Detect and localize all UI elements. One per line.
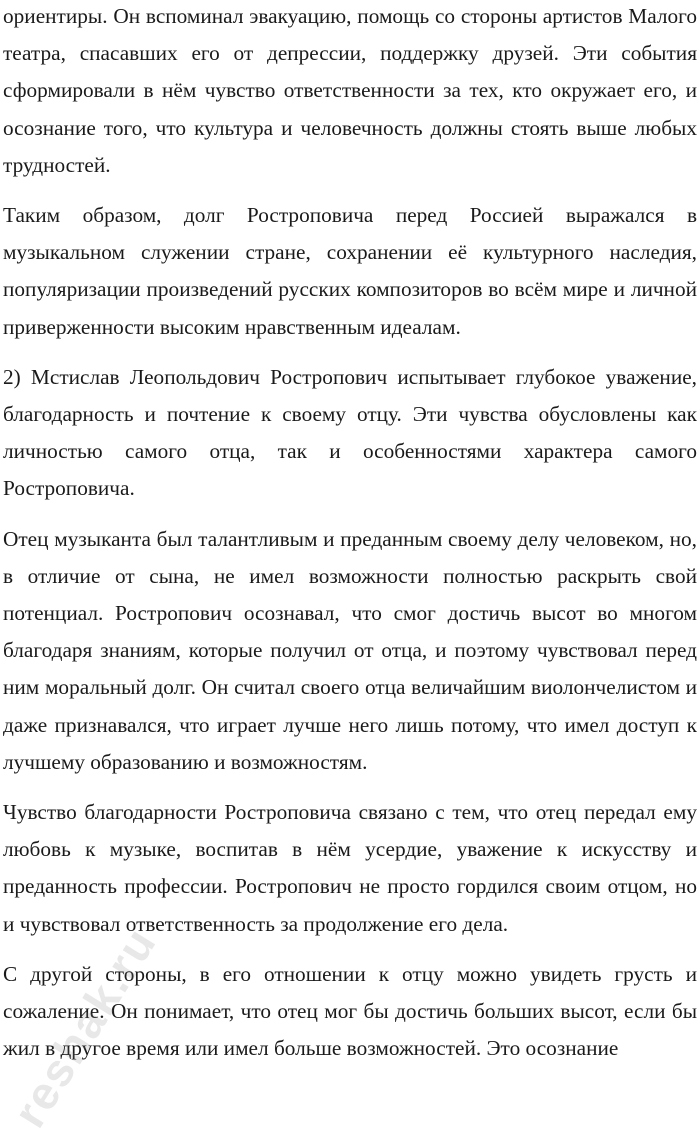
- paragraph-4: Отец музыканта был талантливым и преданным своему делу человеком, но, в отличие от сына, не имел возможности полностью раскрыть свой потенциал. Ростропович осознавал, что смог достичь высот во многом благодаря знаниям, которые получил от отца, и поэтому чувствовал перед ним моральный долг. Он считал своего отца величайшим виолончелистом и даже признавался, что играет лучше него лишь потому, что имел доступ к лучшему образованию и возможностям.: [3, 526, 697, 774]
- paragraph-2: Таким образом, долг Ростроповича перед Россией выражался в музыкальном служении стране, сохранении её культурного наследия, популяризации произведений русских композиторов во всём мире и личной приверженности высоким нравственным идеалам.: [3, 203, 697, 339]
- watermark-logo: reshak.ru: [2, 917, 167, 1137]
- paragraph-1: ориентиры. Он вспоминал эвакуацию, помощь со стороны артистов Малого театра, спасавших его от депрессии, поддержку друзей. Эти события сформировали в нём чувство ответственности за тех, кто окружает его, и осознание того, что культура и человечность должны стоять выше любых трудностей.: [3, 4, 697, 177]
- paragraph-5: Чувство благодарности Ростроповича связано с тем, что отец передал ему любовь к музыке, воспитав в нём усердие, уважение к искусству и преданность профессии. Ростропович не просто гордился своим отцом, но и чувствовал ответственность за продолжение его дела.: [3, 800, 697, 936]
- paragraph-6: С другой стороны, в его отношении к отцу можно увидеть грусть и сожаление. Он понимает, что отец мог бы достичь больших высот, если бы жил в другое время или имел больше возможностей. Это осознание: [3, 961, 697, 1061]
- text-body: [3, 0, 697, 1080]
- paragraph-3: 2) Мстислав Леопольдович Ростропович испытывает глубокое уважение, благодарность и почтение к своему отцу. Эти чувства обусловлены как личностью самого отца, так и особенностями характера самого Ростроповича.: [3, 364, 697, 501]
